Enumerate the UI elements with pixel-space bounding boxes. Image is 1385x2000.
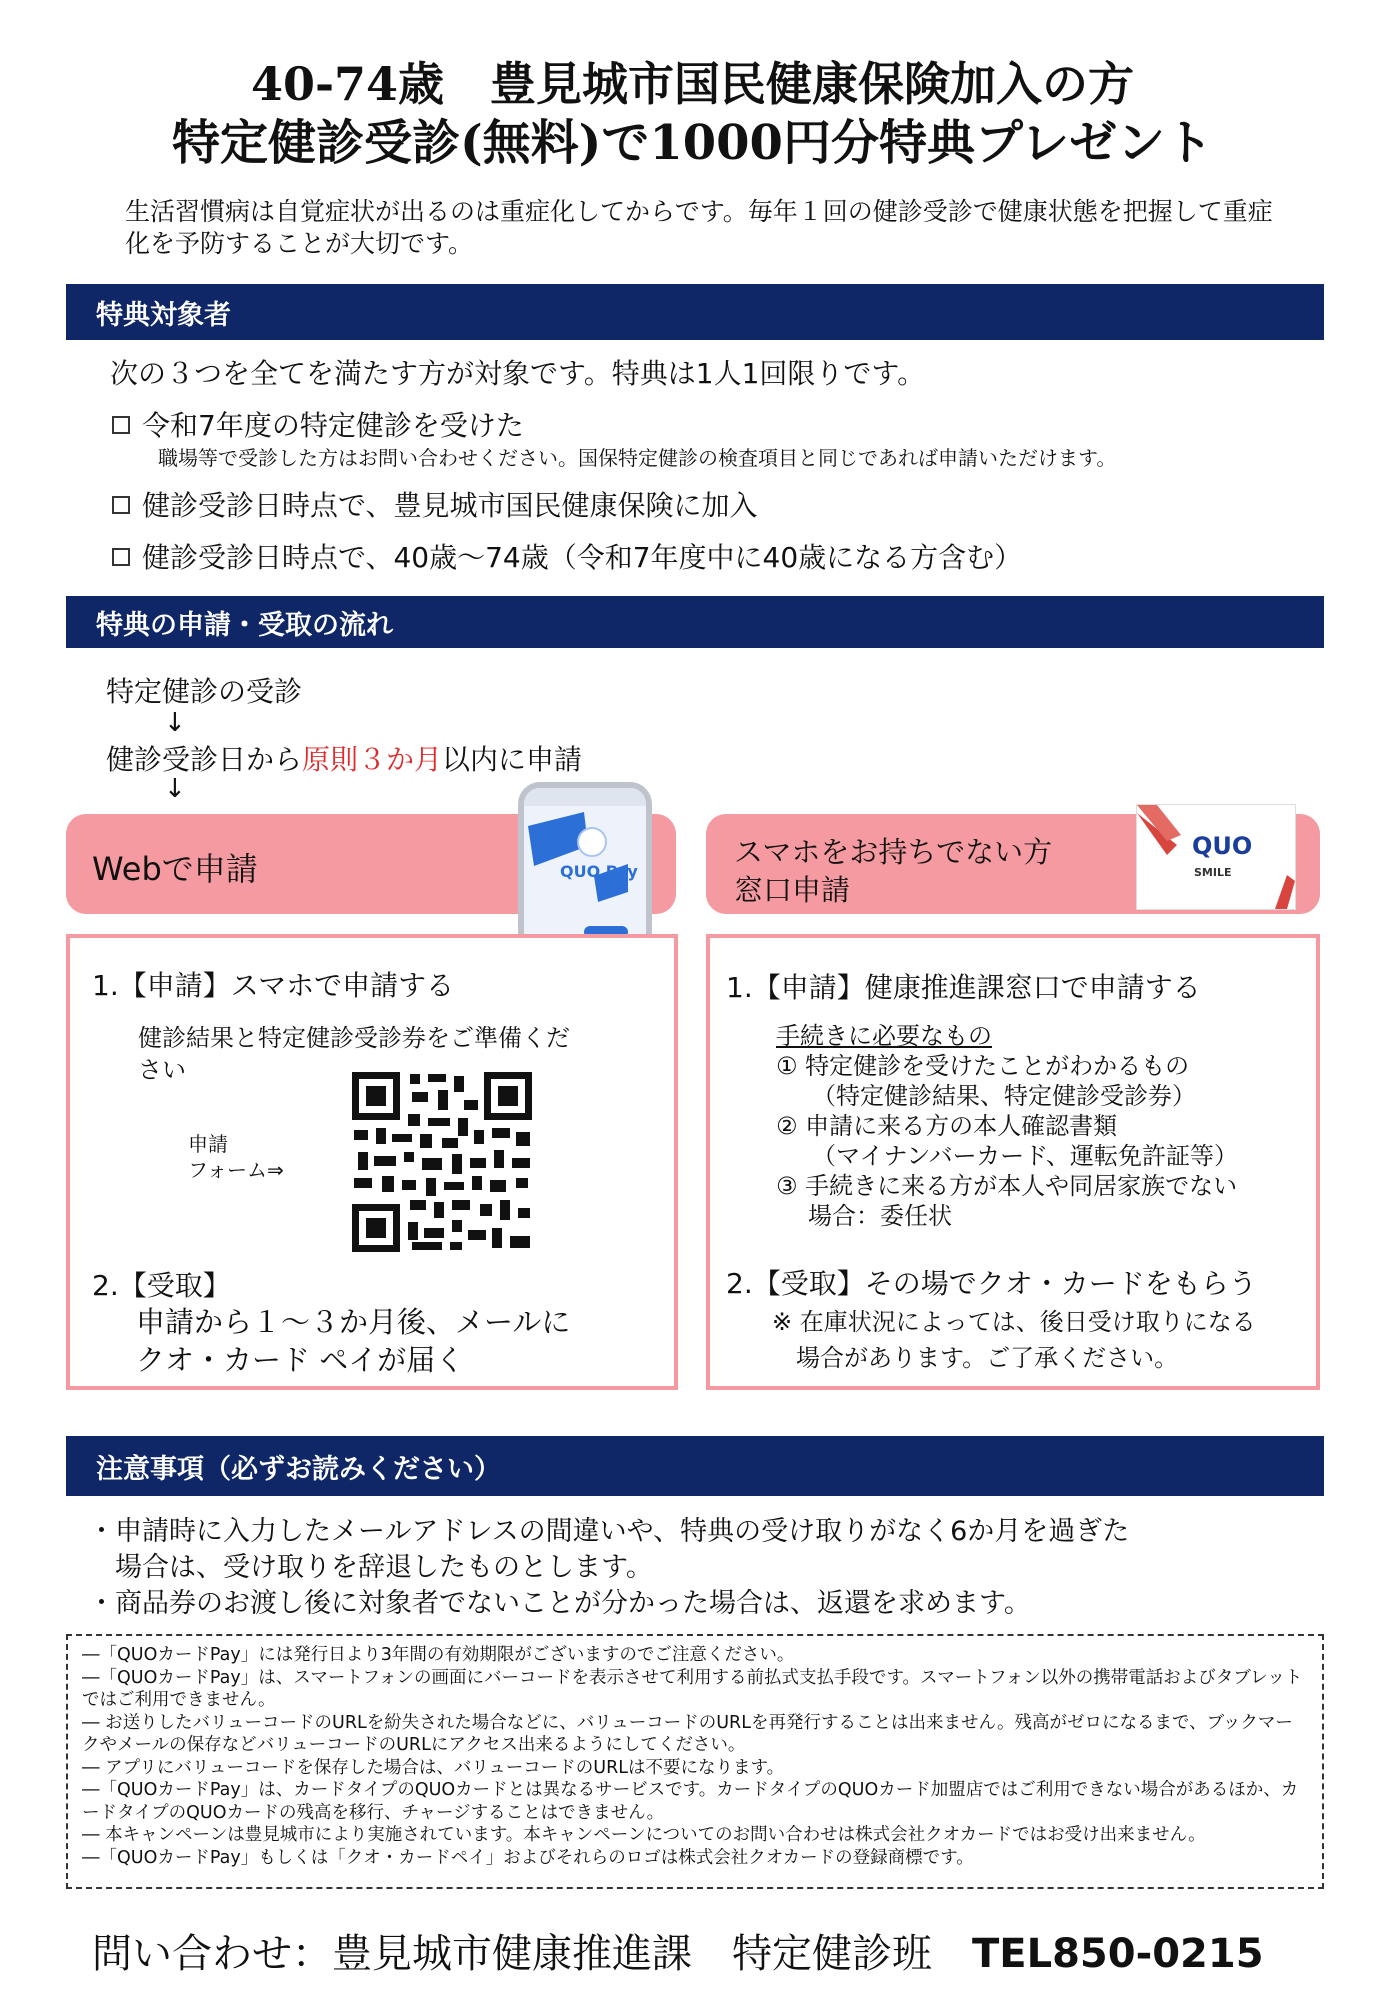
eligibility-item-2: 健診受診日時点で、豊見城市国民健康保険に加入 bbox=[112, 484, 757, 524]
counter-step-2-title: 2.【受取】その場でクオ・カードをもらう bbox=[726, 1267, 1257, 1300]
eligibility-item-1: 令和7年度の特定健診を受けた bbox=[112, 404, 524, 444]
checkbox-icon bbox=[112, 548, 130, 566]
counter-header-line-1: スマホをお持ちでない方 bbox=[734, 835, 1053, 869]
web-step-2-text-1: 申請から１～３か月後、メールに bbox=[136, 1305, 571, 1339]
caution-item-2: ・商品券のお渡し後に対象者でないことが分かった場合は、返還を求めます。 bbox=[88, 1588, 1031, 1619]
flow-arrow-icon: ↓ bbox=[164, 774, 186, 804]
web-step-1-text: 健診結果と特定健診受診券をご準備ください bbox=[138, 1024, 570, 1084]
web-step-2-text-2: クオ・カード ペイが届く bbox=[136, 1343, 465, 1377]
counter-step-2-note-1: ※ 在庫状況によっては、後日受け取りになる bbox=[772, 1308, 1256, 1336]
flow-step-1: 特定健診の受診 bbox=[106, 675, 303, 708]
web-step-2-title: 2.【受取】 bbox=[92, 1269, 231, 1302]
flow-arrow-icon: ↓ bbox=[164, 708, 186, 738]
needs-label: 手続きに必要なもの bbox=[776, 1022, 992, 1050]
needs-item-1-sub: （特定健診結果、特定健診受診券） bbox=[812, 1082, 1196, 1110]
phone-brand-text: QUO Pay bbox=[560, 862, 638, 881]
web-step-1-title: 1.【申請】スマホで申請する bbox=[92, 969, 455, 1002]
note-item: ― お送りしたバリューコードのURLを紛失された場合などに、バリューコードのURLを再発行することは出来ません。残高がゼロになるまで、ブックマークやメールの保存などバリューコードのURLにアクセス出来るようにしてください。 bbox=[82, 1712, 1293, 1755]
footer-tel[interactable]: TEL850-0215 bbox=[972, 1931, 1264, 1977]
quo-card-sub: SMILE bbox=[1194, 866, 1232, 879]
note-item: ― 本キャンペーンは豊見城市により実施されています。本キャンペーンについてのお問い合わせは株式会社クオカードではお受け出来ません。 bbox=[82, 1825, 1206, 1845]
caution-list bbox=[88, 1514, 1129, 1622]
title-line-2: 特定健診受診(無料)で1000円分特典プレゼント bbox=[171, 115, 1214, 171]
eligibility-item-1-note: 職場等で受診した方はお問い合わせください。国保特定健診の検査項目と同じであれば申請いただけます。 bbox=[158, 446, 1117, 470]
needs-item-2: ② 申請に来る方の本人確認書類 bbox=[776, 1112, 1118, 1140]
needs-item-1: ① 特定健診を受けたことがわかるもの bbox=[776, 1052, 1190, 1080]
checkbox-icon bbox=[112, 496, 130, 514]
form-label-1: 申請 bbox=[188, 1132, 228, 1156]
intro-text: 生活習慣病は自覚症状が出るのは重症化してからです。毎年１回の健診受診で健康状態を把握して重症化を予防することが大切です。 bbox=[125, 197, 1273, 258]
footer-contact: 問い合わせ：豊見城市健康推進課 特定健診班 TEL850-0215 bbox=[92, 1931, 1264, 1977]
needs-item-3-sub: 場合：委任状 bbox=[808, 1202, 952, 1230]
note-item: ―「QUOカードPay」には発行日より3年間の有効期限がございますのでご注意ください。 bbox=[82, 1645, 795, 1665]
title-line-1: 40-74歳 豊見城市国民健康保険加入の方 bbox=[250, 57, 1135, 111]
web-header-label: Webで申請 bbox=[92, 850, 258, 888]
needs-item-3: ③ 手続きに来る方が本人や同居家族でない bbox=[776, 1172, 1238, 1200]
quo-card-brand: QUO bbox=[1192, 832, 1253, 860]
note-item: ―「QUOカードPay」は、カードタイプのQUOカードとは異なるサービスです。カードタイプのQUOカード加盟店ではご利用できない場合があるほか、カードタイプのQUOカードの残高を移行、チャージすることはできません。 bbox=[82, 1780, 1299, 1823]
note-item: ― アプリにバリューコードを保存した場合は、バリューコードのURLは不要になります。 bbox=[82, 1757, 785, 1778]
caution-item-1: ・申請時に入力したメールアドレスの間違いや、特典の受け取りがなく6か月を過ぎた bbox=[88, 1516, 1130, 1547]
qr-code[interactable] bbox=[352, 1072, 532, 1252]
caution-heading: 注意事項（必ずお読みください） bbox=[66, 1436, 1324, 1496]
checkbox-icon bbox=[112, 416, 130, 434]
note-item: ―「QUOカードPay」もしくは「クオ・カードペイ」およびそれらのロゴは株式会社クオカードの登録商標です。 bbox=[82, 1847, 974, 1868]
qr-code-icon bbox=[352, 1072, 532, 1252]
flow-heading: 特典の申請・受取の流れ bbox=[66, 596, 1324, 648]
flow-step-2: 健診受診日から原則３か月以内に申請 bbox=[106, 743, 583, 776]
counter-step-2-note-2: 場合があります。ご了承ください。 bbox=[796, 1344, 1179, 1372]
note-item: ―「QUOカードPay」は、スマートフォンの画面にバーコードを表示させて利用する前払式支払手段です。スマートフォン以外の携帯電話およびタブレットではご利用できません。 bbox=[82, 1667, 1303, 1710]
notes-box bbox=[66, 1634, 1324, 1889]
caution-item-1-cont: 場合は、受け取りを辞退したものとします。 bbox=[88, 1552, 653, 1583]
eligibility-heading: 特典対象者 bbox=[66, 284, 1324, 340]
form-label-2: フォーム⇒ bbox=[188, 1158, 284, 1182]
flow-step-2-highlight: 原則３か月 bbox=[302, 743, 443, 776]
eligibility-lead: 次の３つを全てを満たす方が対象です。特典は1人1回限りです。 bbox=[110, 357, 926, 390]
counter-step-1-title: 1.【申請】健康推進課窓口で申請する bbox=[726, 971, 1201, 1004]
needs-item-2-sub: （マイナンバーカード、運転免許証等） bbox=[812, 1142, 1238, 1170]
eligibility-item-3: 健診受診日時点で、40歳～74歳（令和7年度中に40歳になる方含む） bbox=[112, 536, 1022, 576]
counter-header-line-2: 窓口申請 bbox=[734, 873, 851, 907]
